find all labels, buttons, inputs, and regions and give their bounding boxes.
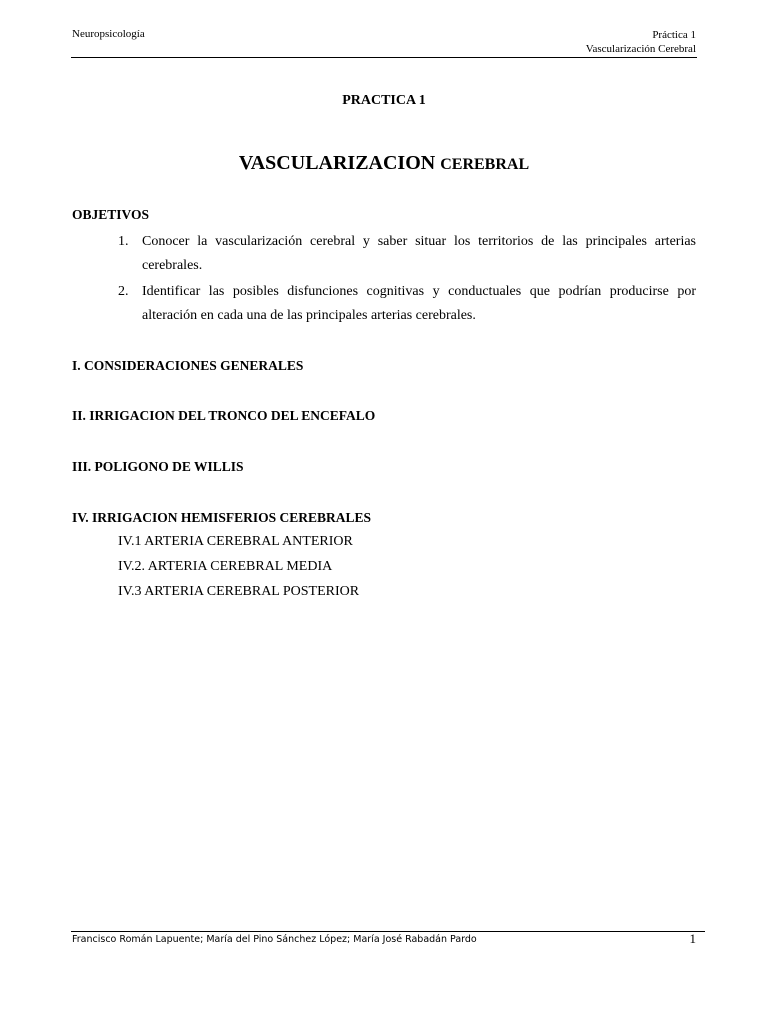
objective-text: Identificar las posibles disfunciones cognitivas y conductuales que podrían producirse por alteración en cada una de las principales arterias cerebrales. xyxy=(142,284,696,323)
objective-text: Conocer la vascularización cerebral y saber situar los territorios de las principales arterias cerebrales. xyxy=(142,234,696,273)
section-heading: III. POLIGONO DE WILLIS xyxy=(72,459,244,474)
header-practice-topic: Vascularización Cerebral xyxy=(585,43,696,55)
subsection-item: IV.2. ARTERIA CEREBRAL MEDIA xyxy=(118,559,333,574)
section-heading: II. IRRIGACION DEL TRONCO DEL ENCEFALO xyxy=(72,408,376,423)
header-practice-info xyxy=(586,28,696,56)
section-heading: IV. IRRIGACION HEMISFERIOS CEREBRALES xyxy=(72,510,372,525)
objective-item xyxy=(118,280,696,328)
page-title xyxy=(0,152,768,175)
objective-number: 2. xyxy=(118,284,129,299)
page-number: 1 xyxy=(689,931,696,946)
objectives-heading: OBJETIVOS xyxy=(72,207,150,222)
footer-authors: Francisco Román Lapuente; María del Pino Sánchez López; María José Rabadán Pardo xyxy=(72,934,477,945)
objective-number: 1. xyxy=(118,234,129,249)
header-practice-number: Práctica 1 xyxy=(652,29,696,41)
subsection-item: IV.1 ARTERIA CEREBRAL ANTERIOR xyxy=(118,534,353,549)
objective-item xyxy=(118,230,696,278)
page-title-main: VASCULARIZACION xyxy=(238,152,436,174)
subsection-item: IV.3 ARTERIA CEREBRAL POSTERIOR xyxy=(118,584,360,599)
header-rule xyxy=(71,57,697,58)
page-title-small: CEREBRAL xyxy=(440,156,530,173)
footer-rule xyxy=(71,931,705,932)
practice-label: PRACTICA 1 xyxy=(342,93,426,108)
header-course: Neuropsicología xyxy=(72,28,145,40)
section-heading: I. CONSIDERACIONES GENERALES xyxy=(72,358,304,373)
